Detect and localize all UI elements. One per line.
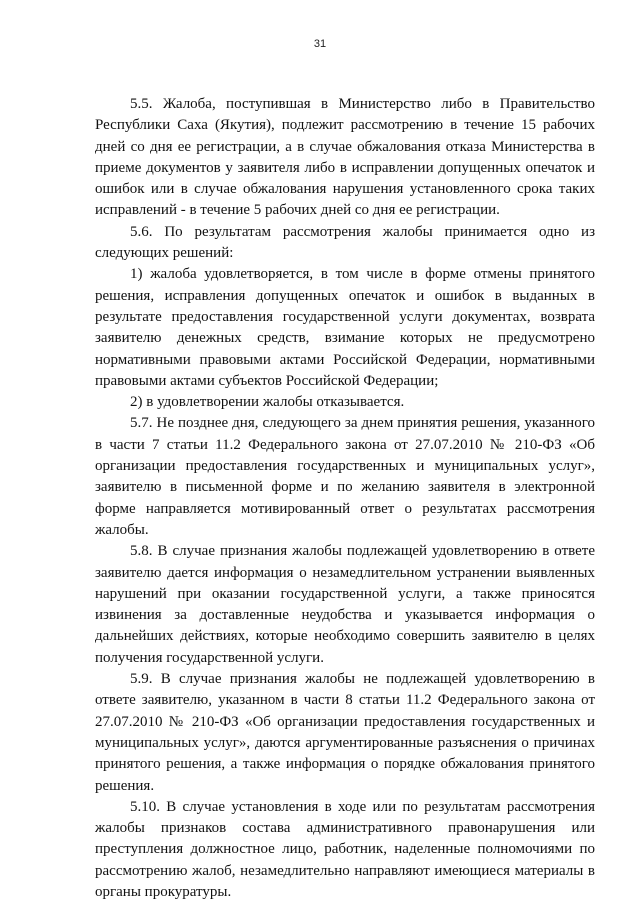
paragraph-5-6: 5.6. По результатам рассмотрения жалобы принимается одно из следующих решений: [95,223,595,262]
document-body [95,94,595,903]
paragraph-5-10: 5.10. В случае установления в ходе или по результатам рассмотрения жалобы признаков состава административного правонарушения или преступления должностное лицо, работник, наделенные полномочиями по рассмотрению жалоб, незамедлительно направляют имеющиеся материалы в органы прокуратуры. [95,798,595,900]
paragraph-5-8: 5.8. В случае признания жалобы подлежащей удовлетворению в ответе заявителю дается информация о незамедлительном устранении выявленных нарушений при оказании государственной услуги, а также приносятся извинения за доставленные неудобства и указывается информация о дальнейших действиях, которые необходимо совершить заявителю в целях получения государственной услуги. [95,543,595,666]
paragraph-5-7: 5.7. Не позднее дня, следующего за днем принятия решения, указанного в части 7 статьи 11.2 Федерального закона от 27.07.2010 № 210-ФЗ «Об организации предоставления государственных и муниципальных услуг», заявителю в письменной форме и по желанию заявителя в электронной форме направляется мотивированный ответ о результатах рассмотрения жалобы. [95,415,595,538]
paragraph-5-6-item-2: 2) в удовлетворении жалобы отказывается. [130,394,405,411]
paragraph-5-9: 5.9. В случае признания жалобы не подлежащей удовлетворению в ответе заявителю, указанном в части 8 статьи 11.2 Федерального закона от 27.07.2010 № 210-ФЗ «Об организации предоставления государственных и муниципальных услуг», даются аргументированные разъяснения о причинах принятого решения, а также информация о порядке обжалования принятого решения. [95,671,595,794]
paragraph-5-5: 5.5. Жалоба, поступившая в Министерство либо в Правительство Республики Саха (Якутия), подлежит рассмотрению в течение 15 рабочих дней со дня ее регистрации, а в случае обжалования отказа Министерства в приеме документов у заявителя либо в исправлении допущенных опечаток и ошибок или в случае обжалования нарушения установленного срока таких исправлений - в течение 5 рабочих дней со дня ее регистрации. [95,96,595,219]
page-number: 31 [313,38,327,50]
paragraph-5-6-item-1: 1) жалоба удовлетворяется, в том числе в форме отмены принятого решения, исправления допущенных опечаток и ошибок в выданных в результате предоставления государственной услуги документах, возврата заявителю денежных средств, взимание которых не предусмотрено нормативными правовыми актами Российской Федерации, нормативными правовыми актами субъектов Российской Федерации; [95,266,595,389]
